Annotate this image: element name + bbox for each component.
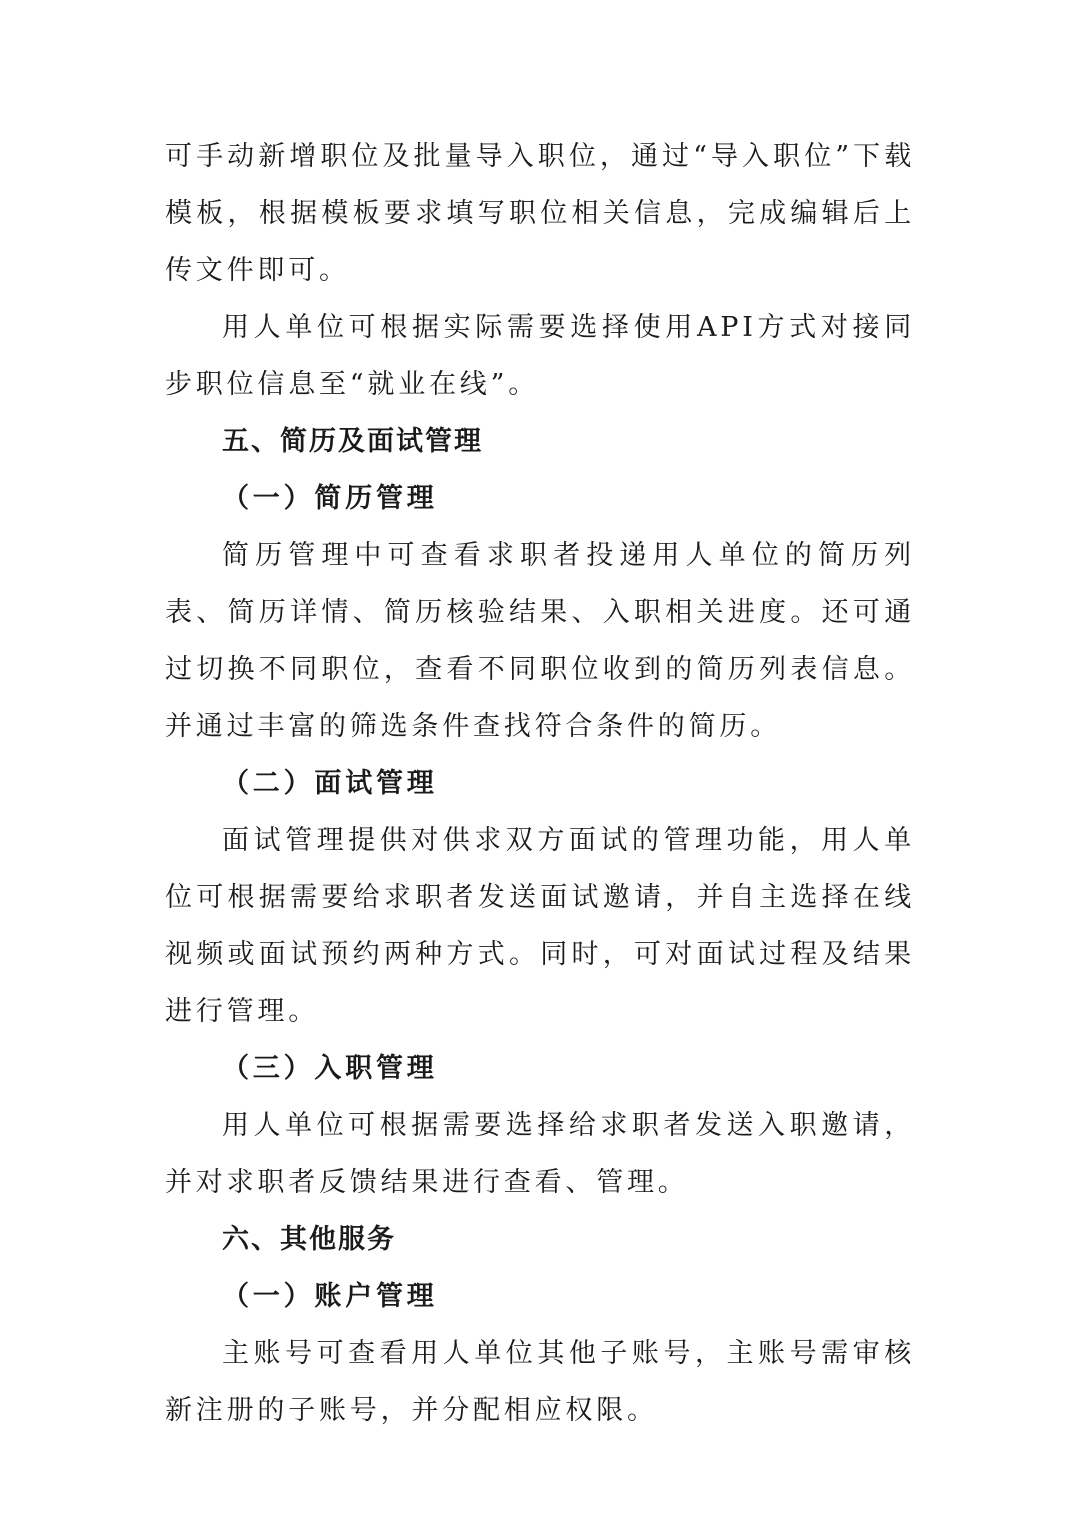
paragraph-interview-management: 面试管理提供对供求双方面试的管理功能，用人单位可根据需要给求职者发送面试邀请，并自主选择在线视频或面试预约两种方式。同时，可对面试过程及结果进行管理。: [165, 825, 915, 1027]
paragraph-resume-management: 简历管理中可查看求职者投递用人单位的简历列表、简历详情、简历核验结果、入职相关进度。还可通过切换不同职位，查看不同职位收到的简历列表信息。并通过丰富的筛选条件查找符合条件的简历。: [165, 540, 915, 742]
section-heading-resume-interview: 五、简历及面试管理: [222, 426, 483, 457]
paragraph-onboarding-management: 用人单位可根据需要选择给求职者发送入职邀请，并对求职者反馈结果进行查看、管理。: [165, 1110, 915, 1198]
paragraph-account-management: 主账号可查看用人单位其他子账号，主账号需审核新注册的子账号，并分配相应权限。: [165, 1338, 915, 1426]
subheading-resume-management: （一）简历管理: [222, 483, 438, 514]
subheading-account-management: （一）账户管理: [222, 1281, 438, 1312]
subheading-onboarding-management: （三）入职管理: [222, 1053, 438, 1084]
paragraph-job-import: 可手动新增职位及批量导入职位，通过“导入职位”下载模板，根据模板要求填写职位相关信息，完成编辑后上传文件即可。: [165, 141, 915, 286]
paragraph-api-sync: 用人单位可根据实际需要选择使用API方式对接同步职位信息至“就业在线”。: [165, 312, 915, 400]
document-body: [165, 128, 915, 1439]
section-heading-other-services: 六、其他服务: [222, 1224, 396, 1255]
subheading-interview-management: （二）面试管理: [222, 768, 438, 799]
